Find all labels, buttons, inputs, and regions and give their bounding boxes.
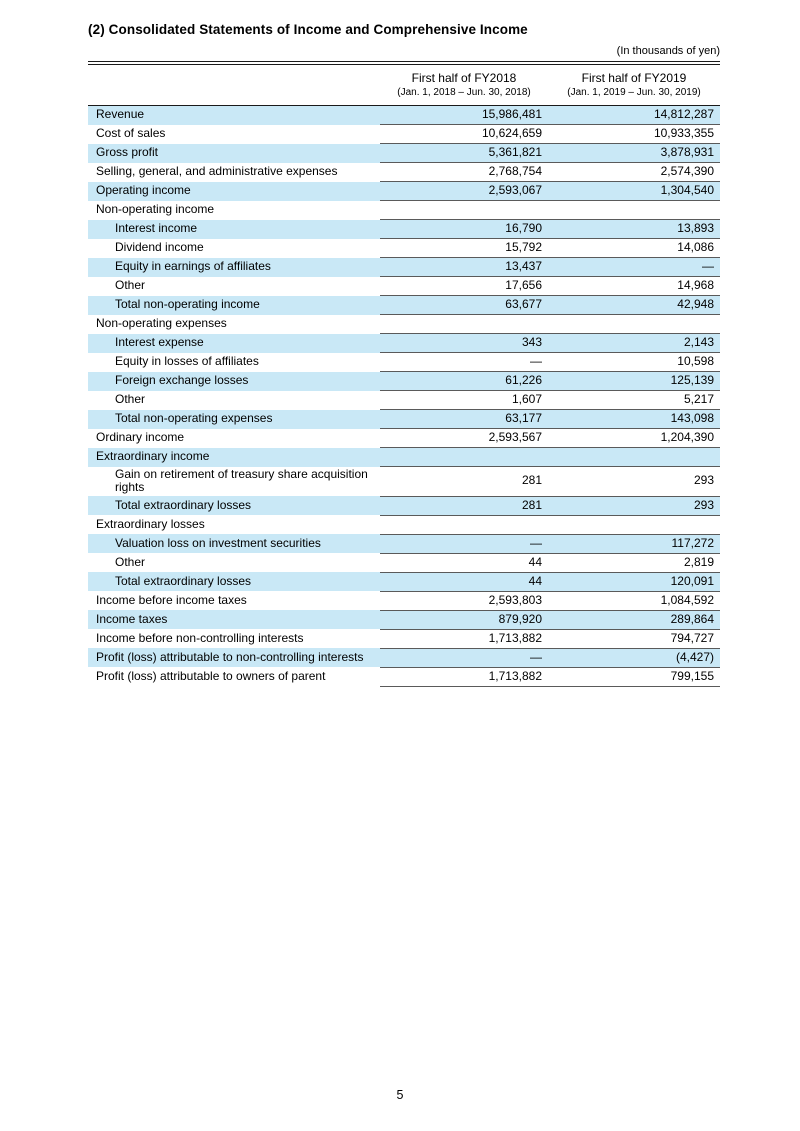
row-value-fy2018: — — [380, 534, 548, 553]
row-label: Income taxes — [96, 611, 168, 626]
column-header-fy2019 — [548, 65, 720, 106]
row-label: Extraordinary losses — [96, 516, 205, 531]
row-value-fy2018: 2,593,803 — [380, 591, 548, 610]
row-label: Revenue — [96, 107, 145, 122]
row-label: Gain on retirement of treasury share acquisition rights — [115, 466, 368, 495]
table-row — [88, 667, 720, 686]
row-value-fy2018: 13,437 — [380, 258, 548, 277]
row-label: Interest expense — [115, 335, 204, 350]
row-value-fy2019: 14,812,287 — [548, 106, 720, 125]
column-header-fy2019-label: First half of FY2019 — [581, 71, 687, 85]
row-value-fy2018: 1,713,882 — [380, 629, 548, 648]
row-label: Total extraordinary losses — [115, 573, 252, 588]
row-label: Total non-operating expenses — [115, 411, 273, 426]
row-value-fy2019: 799,155 — [548, 667, 720, 686]
table-row — [88, 429, 720, 448]
page-number: 5 — [396, 1088, 404, 1102]
table-row — [88, 296, 720, 315]
row-value-fy2018: 44 — [380, 553, 548, 572]
row-value-fy2018: — — [380, 648, 548, 667]
row-label: Equity in earnings of affiliates — [115, 259, 271, 274]
row-value-fy2018 — [380, 201, 548, 220]
row-value-fy2019: 293 — [548, 496, 720, 515]
row-value-fy2019: 289,864 — [548, 610, 720, 629]
row-value-fy2019: 5,217 — [548, 391, 720, 410]
row-value-fy2019: 1,304,540 — [548, 182, 720, 201]
row-label: Extraordinary income — [96, 449, 210, 464]
unit-note: (In thousands of yen) — [616, 45, 720, 57]
row-value-fy2018: 1,713,882 — [380, 667, 548, 686]
table-row — [88, 410, 720, 429]
section-title: (2) Consolidated Statements of Income and Comprehensive Income — [88, 22, 528, 37]
table-row — [88, 496, 720, 515]
row-value-fy2018: 879,920 — [380, 610, 548, 629]
income-statement-grid — [88, 65, 720, 687]
row-value-fy2019: 14,968 — [548, 277, 720, 296]
table-row — [88, 201, 720, 220]
row-label: Total extraordinary losses — [115, 497, 252, 512]
table-row — [88, 591, 720, 610]
row-value-fy2018: 10,624,659 — [380, 125, 548, 144]
row-value-fy2018: 44 — [380, 572, 548, 591]
table-row — [88, 372, 720, 391]
row-label: Income before non-controlling interests — [96, 630, 304, 645]
table-row — [88, 334, 720, 353]
row-value-fy2018: 343 — [380, 334, 548, 353]
row-label: Valuation loss on investment securities — [115, 535, 321, 550]
row-value-fy2018: 61,226 — [380, 372, 548, 391]
row-value-fy2018: 15,986,481 — [380, 106, 548, 125]
table-row — [88, 629, 720, 648]
row-value-fy2019: 2,819 — [548, 553, 720, 572]
row-value-fy2018: 16,790 — [380, 220, 548, 239]
row-value-fy2019: 2,574,390 — [548, 163, 720, 182]
table-row — [88, 220, 720, 239]
row-value-fy2018: 17,656 — [380, 277, 548, 296]
row-value-fy2018: 2,768,754 — [380, 163, 548, 182]
row-value-fy2019 — [548, 448, 720, 467]
row-value-fy2019: 2,143 — [548, 334, 720, 353]
row-value-fy2018: 15,792 — [380, 239, 548, 258]
table-row — [88, 258, 720, 277]
table-row — [88, 448, 720, 467]
table-row — [88, 572, 720, 591]
row-label: Foreign exchange losses — [115, 373, 249, 388]
table-row — [88, 353, 720, 372]
row-label: Income before income taxes — [96, 592, 247, 607]
row-label: Dividend income — [115, 240, 204, 255]
table-row — [88, 144, 720, 163]
row-label: Ordinary income — [96, 430, 185, 445]
row-value-fy2019: 42,948 — [548, 296, 720, 315]
column-header-items — [88, 65, 380, 106]
column-header-fy2019-sublabel: (Jan. 1, 2019 – Jun. 30, 2019) — [567, 87, 701, 98]
row-label: Equity in losses of affiliates — [115, 354, 259, 369]
column-header-fy2018-label: First half of FY2018 — [411, 71, 517, 85]
row-value-fy2019: 1,084,592 — [548, 591, 720, 610]
row-label: Total non-operating income — [115, 297, 260, 312]
row-value-fy2019: 3,878,931 — [548, 144, 720, 163]
income-statement-table — [88, 61, 720, 687]
row-value-fy2018 — [380, 448, 548, 467]
row-value-fy2019: 10,598 — [548, 353, 720, 372]
row-value-fy2018: — — [380, 353, 548, 372]
row-value-fy2019 — [548, 201, 720, 220]
column-header-fy2018-sublabel: (Jan. 1, 2018 – Jun. 30, 2018) — [397, 87, 531, 98]
table-row — [88, 239, 720, 258]
income-table-body — [88, 106, 720, 687]
row-label: Interest income — [115, 221, 198, 236]
row-value-fy2019: 143,098 — [548, 410, 720, 429]
row-value-fy2018: 63,677 — [380, 296, 548, 315]
row-value-fy2018: 281 — [380, 496, 548, 515]
table-row — [88, 515, 720, 534]
row-label: Non-operating expenses — [96, 316, 227, 331]
row-value-fy2018: 5,361,821 — [380, 144, 548, 163]
row-value-fy2019: — — [548, 258, 720, 277]
table-row — [88, 467, 720, 497]
table-row — [88, 163, 720, 182]
row-label: Other — [115, 278, 146, 293]
row-value-fy2019: 125,139 — [548, 372, 720, 391]
row-value-fy2019: 10,933,355 — [548, 125, 720, 144]
row-value-fy2019: 13,893 — [548, 220, 720, 239]
row-value-fy2019: 1,204,390 — [548, 429, 720, 448]
row-label: Gross profit — [96, 145, 159, 160]
row-value-fy2019: 14,086 — [548, 239, 720, 258]
row-value-fy2019: 117,272 — [548, 534, 720, 553]
table-row — [88, 534, 720, 553]
table-row — [88, 277, 720, 296]
row-label: Profit (loss) attributable to non-controlling interests — [96, 649, 364, 664]
table-row — [88, 125, 720, 144]
row-value-fy2019 — [548, 515, 720, 534]
column-header-fy2018 — [380, 65, 548, 106]
row-value-fy2019: (4,427) — [548, 648, 720, 667]
row-label: Other — [115, 392, 146, 407]
row-value-fy2018: 281 — [380, 467, 548, 497]
row-label: Operating income — [96, 183, 191, 198]
row-value-fy2018 — [380, 515, 548, 534]
row-value-fy2018: 2,593,567 — [380, 429, 548, 448]
row-value-fy2018: 63,177 — [380, 410, 548, 429]
row-label: Cost of sales — [96, 126, 166, 141]
row-value-fy2019: 120,091 — [548, 572, 720, 591]
row-value-fy2018: 1,607 — [380, 391, 548, 410]
table-row — [88, 610, 720, 629]
row-label: Other — [115, 554, 146, 569]
table-row — [88, 648, 720, 667]
row-label: Non-operating income — [96, 202, 215, 217]
row-value-fy2018 — [380, 315, 548, 334]
row-value-fy2019: 293 — [548, 467, 720, 497]
table-row — [88, 315, 720, 334]
row-value-fy2019 — [548, 315, 720, 334]
table-row — [88, 553, 720, 572]
row-value-fy2019: 794,727 — [548, 629, 720, 648]
table-row — [88, 106, 720, 125]
row-label: Profit (loss) attributable to owners of parent — [96, 668, 326, 683]
table-row — [88, 182, 720, 201]
row-label: Selling, general, and administrative expenses — [96, 164, 338, 179]
row-value-fy2018: 2,593,067 — [380, 182, 548, 201]
table-row — [88, 391, 720, 410]
table-header-row — [88, 65, 720, 106]
